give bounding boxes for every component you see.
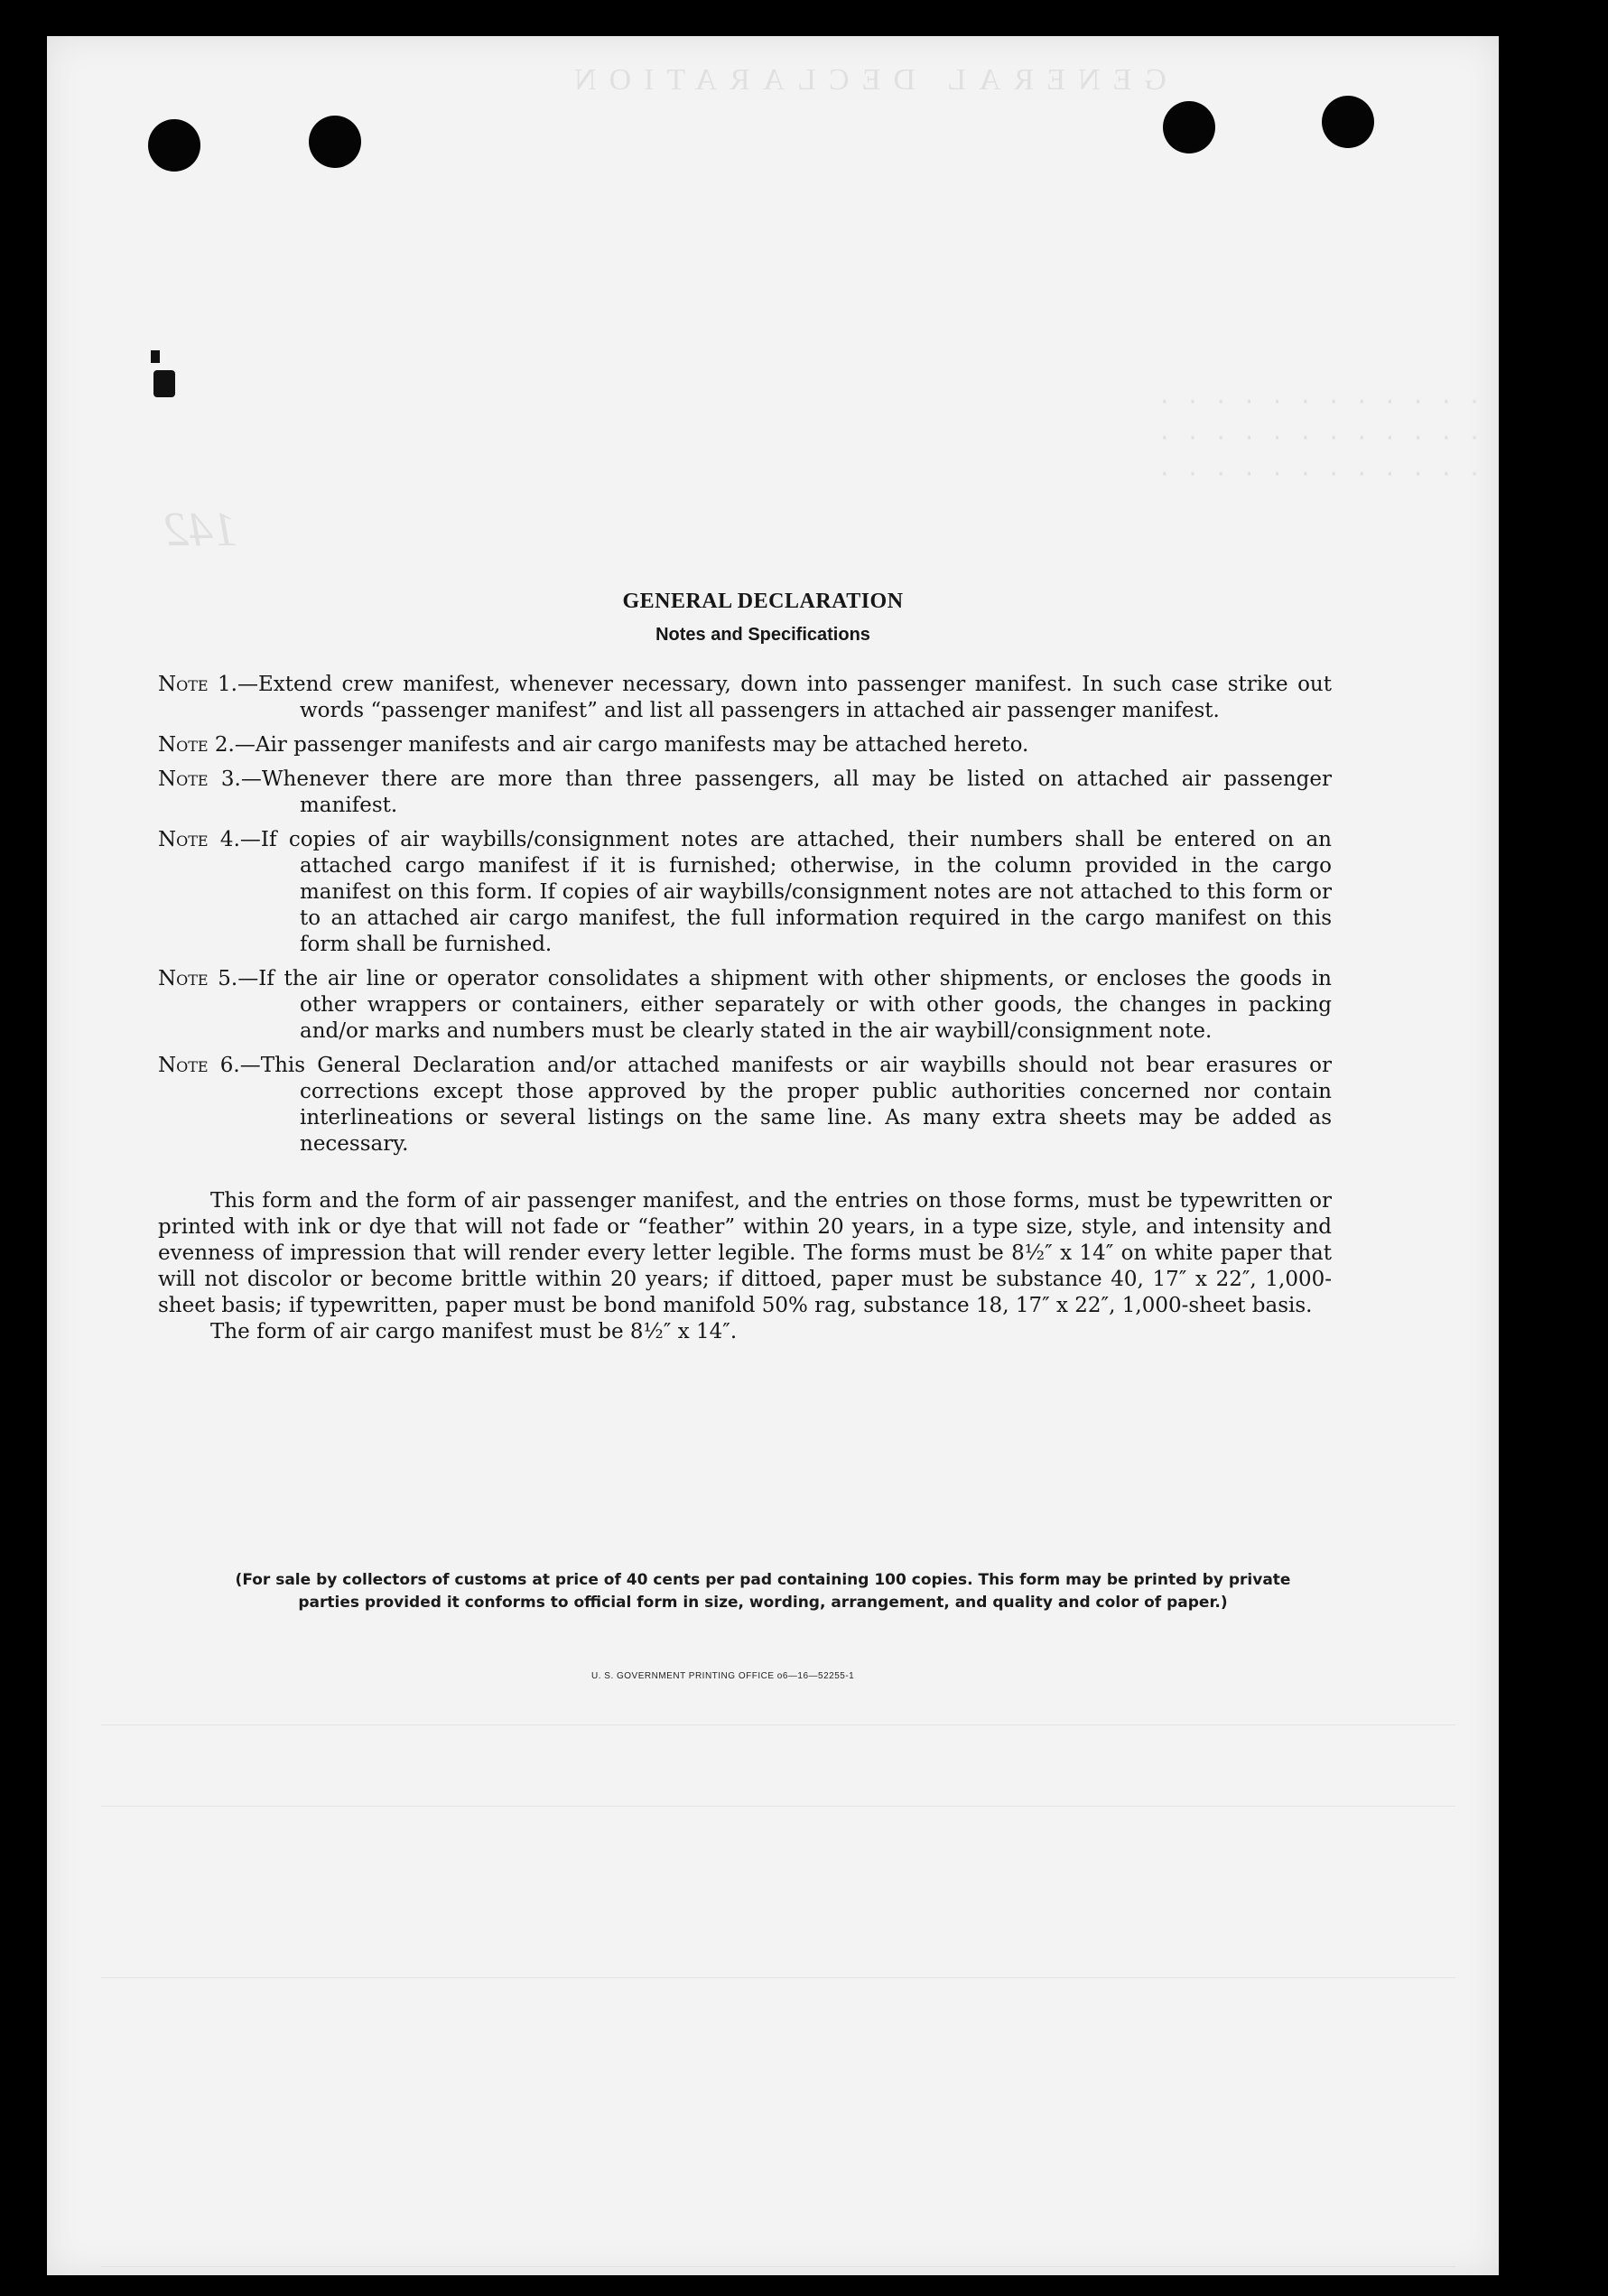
note-text: —Whenever there are more than three passengers, all may be listed on attached air passenger manifest.: [240, 767, 1332, 817]
note-label: Note 3.: [158, 767, 241, 791]
note-text: —Air passenger manifests and air cargo manifests may be attached hereto.: [234, 733, 1029, 757]
punch-hole: [148, 119, 200, 172]
bleed-through-rule: [101, 1724, 1455, 1725]
punch-hole: [1163, 101, 1215, 153]
note-label: Note 6.: [158, 1054, 240, 1077]
note-label: Note 4.: [158, 828, 240, 851]
note-1: [158, 672, 1332, 724]
bleed-through-rule: [101, 2266, 1455, 2267]
note-label: Note 1.: [158, 673, 237, 696]
ink-blot: [151, 350, 160, 363]
bleed-through-text: · · · · · · · · · · · ·: [1157, 460, 1482, 488]
ink-blot: [153, 370, 175, 397]
note-text: —This General Declaration and/or attached manifests or air waybills should not bear erasures or corrections except those approved by the proper public authorities concerned nor contain interlineations or several listings on the same line. As many extra sheets may be added as necessary.: [239, 1054, 1332, 1156]
page-subtitle: Notes and Specifications: [655, 625, 870, 645]
note-5: [158, 966, 1332, 1045]
note-2: [158, 732, 1332, 758]
note-6: [158, 1053, 1332, 1157]
bleed-through-header: GENERAL DECLARATION: [562, 63, 1166, 97]
sale-notice: (For sale by collectors of customs at price of 40 cents per pad containing 100 copies. This form may be printed by private parties provided it conforms to official form in size, wording, arrangement, and quality and color of paper.): [235, 1571, 1291, 1612]
punch-hole: [309, 116, 361, 168]
cargo-manifest-size-paragraph: The form of air cargo manifest must be 8½″ x 14″.: [210, 1320, 738, 1343]
note-label: Note 2.: [158, 733, 235, 757]
bleed-through-text: · · · · · · · · · · · ·: [1157, 424, 1482, 451]
note-text: —If the air line or operator consolidates a shipment with other shipments, or encloses the goods in other wrappers or containers, either separately or with other goods, the changes in packing and/or marks and numbers must be clearly stated in the air waybill/consignment note.: [237, 967, 1332, 1043]
note-4: [158, 827, 1332, 958]
punch-hole: [1322, 96, 1374, 148]
note-3: [158, 767, 1332, 819]
notes-content: [158, 589, 1332, 1345]
bleed-through-rule: [101, 1806, 1455, 1807]
bleed-through-number: 142: [164, 502, 237, 556]
note-text: —Extend crew manifest, whenever necessary, down into passenger manifest. In such case strike out words “passenger manifest” and list all passengers in attached air passenger manifest.: [237, 673, 1332, 722]
form-requirements-paragraph: This form and the form of air passenger manifest, and the entries on those forms, must be typewritten or printed with ink or dye that will not fade or “feather” within 20 years, in a type size, style, and intensity and evenness of impression that will render every letter legible. The forms must be 8½″ x 14″ on white paper that will not discolor or become brittle within 20 years; if dittoed, paper must be substance 40, 17″ x 22″, 1,000-sheet basis; if typewritten, paper must be bond manifold 50% rag, substance 18, 17″ x 22″, 1,000-sheet basis.: [158, 1189, 1332, 1317]
page-title: GENERAL DECLARATION: [622, 590, 904, 613]
bleed-through-text: · · · · · · · · · · · ·: [1157, 388, 1482, 415]
note-text: —If copies of air waybills/consignment notes are attached, their numbers shall be entered on an attached cargo manifest if it is furnished; otherwise, in the column provided in the cargo manifest on this form. If copies of air waybills/consignment notes are not attached to this form or to an attached air cargo manifest, the full information required in the cargo manifest on this form shall be furnished.: [239, 828, 1333, 956]
bleed-through-rule: [101, 1977, 1455, 1978]
printer-imprint: U. S. GOVERNMENT PRINTING OFFICE o6—16—52255-1: [591, 1671, 855, 1681]
note-label: Note 5.: [158, 967, 238, 990]
